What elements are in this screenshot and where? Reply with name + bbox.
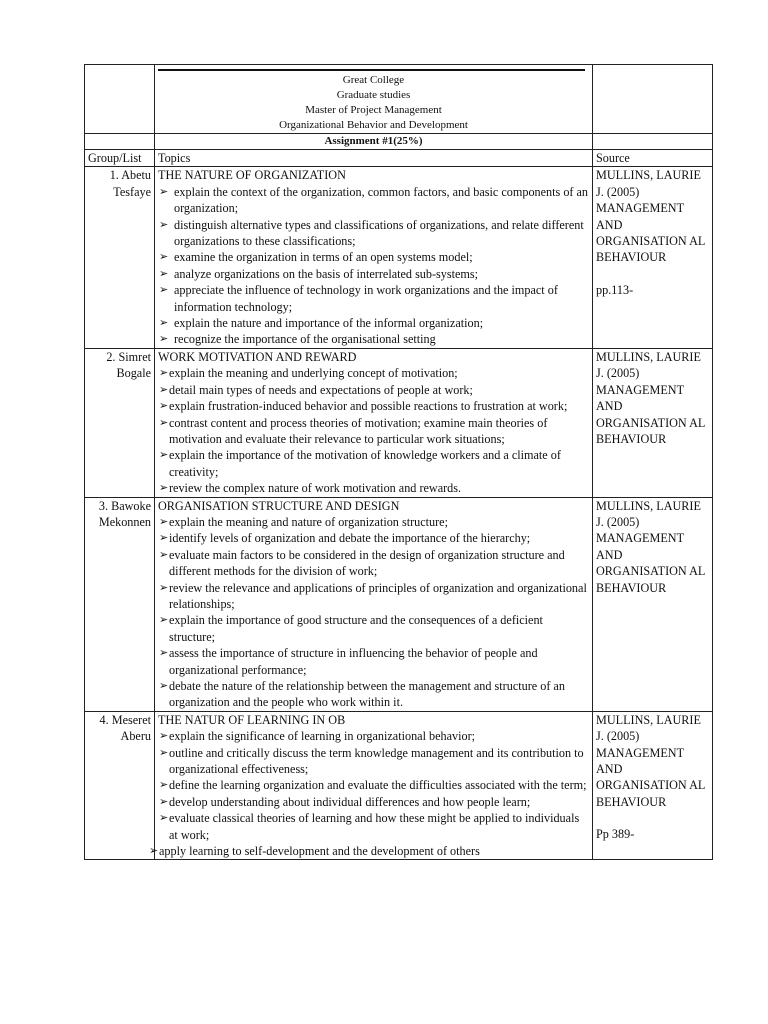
assignment-document: [84, 64, 712, 860]
objective-text: evaluate main factors to be considered in the design of organization structure and different methods for the division of work;: [169, 547, 565, 579]
group-member: 3. Bawoke Mekonnen: [85, 497, 155, 711]
assignment-row: [85, 134, 713, 150]
col-header-source: Source: [593, 150, 713, 167]
objective-text: explain the importance of good structure and the consequences of a deficient structure;: [169, 613, 543, 644]
objective-text: explain the meaning and nature of organization structure;: [169, 514, 448, 529]
source-pages: Pp 389-: [596, 827, 635, 842]
arrow-bullet-icon: ➢: [159, 581, 169, 594]
objective-list: [158, 365, 589, 496]
source-reference: MULLINS, LAURIE J. (2005) MANAGEMENT AND ORGANISATION AL BEHAVIOUR: [596, 712, 705, 809]
objective-text: explain the meaning and underlying concept of motivation;: [169, 366, 458, 381]
list-item: [158, 382, 589, 398]
table-row: [85, 348, 713, 497]
source-cell: [593, 167, 713, 348]
arrow-bullet-icon: ➢: [159, 482, 169, 495]
list-item: [158, 217, 589, 250]
source-cell: [593, 348, 713, 497]
objective-text: examine the organization in terms of an open systems model;: [174, 250, 473, 265]
objective-text: define the learning organization and evaluate the difficulties associated with the term;: [169, 778, 587, 793]
objective-text: explain the significance of learning in organizational behavior;: [169, 729, 476, 744]
arrow-bullet-icon: ➢: [159, 746, 169, 759]
assignment-title: Assignment #1(25%): [155, 134, 593, 150]
table-row: [85, 711, 713, 860]
arrow-bullet-icon: ➢: [159, 333, 169, 346]
objective-text: analyze organizations on the basis of interrelated sub-systems;: [174, 266, 479, 281]
list-item: [158, 612, 589, 645]
list-item: [158, 547, 589, 580]
header-row: [85, 65, 713, 134]
arrow-bullet-icon: ➢: [159, 548, 169, 561]
list-item: [158, 530, 589, 546]
source-cell: [593, 497, 713, 711]
source-reference: MULLINS, LAURIE J. (2005) MANAGEMENT AND ORGANISATION AL BEHAVIOUR: [596, 498, 705, 595]
topic-title: THE NATUR OF LEARNING IN OB: [158, 712, 346, 727]
program-level: Graduate studies: [336, 89, 411, 101]
objective-text: appreciate the influence of technology in work organizations and the impact of information technology;: [174, 283, 558, 314]
list-item: [158, 794, 589, 810]
arrow-bullet-icon: ➢: [159, 812, 169, 825]
topic-cell: [149, 711, 593, 860]
objective-text: explain the importance of the motivation of knowledge workers and a climate of creativity;: [169, 448, 561, 479]
arrow-bullet-icon: ➢: [149, 845, 159, 858]
objective-text: outline and critically discuss the term knowledge management and its contribution to organizational effectiveness;: [169, 745, 584, 777]
arrow-bullet-icon: ➢: [159, 267, 169, 280]
objective-list: [158, 514, 589, 711]
list-item: [158, 810, 589, 843]
topic-cell: [155, 497, 593, 711]
list-item: [158, 745, 589, 778]
list-item: [158, 398, 589, 414]
arrow-bullet-icon: ➢: [159, 680, 169, 692]
arrow-bullet-icon: ➢: [159, 614, 169, 627]
objective-text: contrast content and process theories of motivation; examine main theories of motivation and evaluate their relevance to particular work situations;: [169, 415, 548, 446]
assignment-table: [84, 64, 713, 860]
list-item: [158, 315, 589, 331]
objective-text: identify levels of organization and debate the importance of the hierarchy;: [169, 531, 531, 546]
objective-text: explain the nature and importance of the informal organization;: [174, 316, 484, 331]
objective-text: review the relevance and applications of principles of organization and organizational relationships;: [169, 580, 587, 611]
arrow-bullet-icon: ➢: [159, 284, 169, 297]
arrow-bullet-icon: ➢: [159, 515, 169, 528]
list-item: [158, 266, 589, 282]
arrow-bullet-icon: ➢: [159, 367, 169, 380]
arrow-bullet-icon: ➢: [159, 218, 169, 231]
list-item: [158, 480, 589, 496]
objective-text: explain frustration-induced behavior and possible reactions to frustration at work;: [169, 399, 568, 414]
course-name: Organizational Behavior and Development: [279, 119, 468, 131]
list-item: [158, 580, 589, 613]
course-header: [155, 65, 593, 134]
topic-title: ORGANISATION STRUCTURE AND DESIGN: [158, 498, 400, 513]
objective-text: apply learning to self-development and the development of others: [159, 844, 480, 859]
program-name: Master of Project Management: [305, 104, 442, 116]
source-reference: MULLINS, LAURIE J. (2005) MANAGEMENT AND ORGANISATION AL BEHAVIOUR: [596, 168, 705, 265]
list-item: [158, 678, 589, 711]
arrow-bullet-icon: ➢: [159, 647, 169, 660]
arrow-bullet-icon: ➢: [159, 185, 169, 198]
list-item: [158, 331, 589, 347]
objective-text: recognize the importance of the organisational setting: [174, 332, 436, 347]
objective-text: explain the context of the organization, common factors, and basic components of an organization;: [174, 184, 589, 216]
objective-text: distinguish alternative types and classifications of organizations, and relate different organizations to these classifications;: [174, 217, 584, 249]
arrow-bullet-icon: ➢: [159, 795, 169, 808]
arrow-bullet-icon: ➢: [159, 383, 169, 396]
group-member: 1. Abetu Tesfaye: [85, 167, 155, 348]
objective-text: detail main types of needs and expectations of people at work;: [169, 382, 473, 397]
college-name: Great College: [342, 74, 405, 86]
col-header-topics: Topics: [155, 150, 593, 167]
group-member: 2. Simret Bogale: [85, 348, 155, 497]
topic-cell: [155, 167, 593, 348]
source-reference: MULLINS, LAURIE J. (2005) MANAGEMENT AND ORGANISATION AL BEHAVIOUR: [596, 349, 705, 446]
topic-title: THE NATURE OF ORGANIZATION: [158, 168, 346, 183]
topic-title: WORK MOTIVATION AND REWARD: [158, 349, 357, 364]
arrow-bullet-icon: ➢: [159, 779, 169, 792]
objective-text: assess the importance of structure in influencing the behavior of people and organizational performance;: [169, 646, 538, 677]
objective-text: debate the nature of the relationship between the management and structure of an organization and the people who work within it.: [169, 679, 565, 710]
list-item: [158, 249, 589, 265]
objective-list: [149, 728, 589, 859]
group-member: 4. Meseret Aberu: [85, 711, 155, 860]
objective-text: develop understanding about individual differences and how people learn;: [169, 794, 531, 809]
col-header-group: Group/List: [85, 150, 155, 167]
list-item: [158, 728, 589, 744]
source-cell: [593, 711, 713, 860]
arrow-bullet-icon: ➢: [159, 730, 169, 743]
arrow-bullet-icon: ➢: [159, 449, 169, 462]
list-item: [158, 514, 589, 530]
list-item: [158, 447, 589, 480]
arrow-bullet-icon: ➢: [159, 317, 169, 330]
objective-text: review the complex nature of work motivation and rewards.: [169, 481, 462, 496]
table-row: [85, 167, 713, 348]
arrow-bullet-icon: ➢: [159, 532, 169, 545]
list-item: [158, 645, 589, 678]
objective-list: [158, 184, 589, 348]
column-header-row: [85, 150, 713, 167]
list-item: [158, 282, 589, 315]
source-pages: pp.113-: [596, 282, 634, 297]
list-item: [158, 365, 589, 381]
list-item: [158, 777, 589, 793]
objective-text: evaluate classical theories of learning and how these might be applied to individuals at work;: [169, 811, 580, 842]
list-item: [158, 415, 589, 448]
topic-rows: [85, 167, 713, 860]
arrow-bullet-icon: ➢: [159, 416, 169, 429]
arrow-bullet-icon: ➢: [159, 400, 169, 413]
table-row: [85, 497, 713, 711]
list-item: [148, 843, 589, 859]
topic-cell: [155, 348, 593, 497]
header-blank-left: [85, 65, 155, 134]
header-blank-right: [593, 65, 713, 134]
list-item: [158, 184, 589, 217]
arrow-bullet-icon: ➢: [159, 251, 169, 264]
